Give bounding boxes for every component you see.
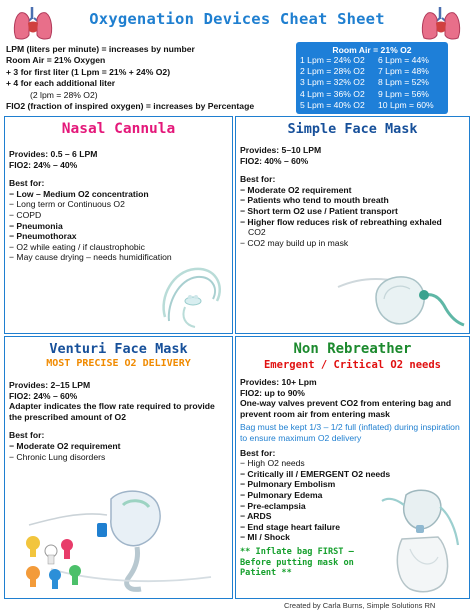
nasal-cannula-image (155, 257, 231, 329)
non-rebreather-subtitle: Emergent / Critical O2 needs (263, 359, 441, 371)
list-item: − COPD (9, 209, 42, 220)
list-item: CO2 (248, 227, 266, 238)
ra-cell: 9 Lpm = 56% (378, 88, 429, 99)
list-item: − Moderate O2 requirement (9, 440, 121, 451)
nrb-provides: Provides: 10+ Lpm (240, 377, 317, 387)
simple-face-mask-image (336, 257, 466, 331)
nrb-valves-note: One-way valves prevent CO2 from entering bag and prevent room air from entering mask (240, 398, 452, 419)
simple-fio2: FIO2: 40% – 60% (240, 155, 309, 166)
list-item: − Pneumothorax (9, 231, 77, 242)
ra-cell: 2 Lpm = 28% O2 (300, 66, 365, 77)
nrb-bag-note: Bag must be kept 1/3 – 1/2 full (inflated) during inspiration to ensure maximum O2 delivery (240, 422, 460, 443)
nasal-provides: Provides: 0.5 – 6 LPM (9, 149, 98, 159)
venturi-mask-image (11, 485, 229, 593)
ra-cell: 1 Lpm = 24% O2 (300, 55, 365, 65)
nrb-fio2: FIO2: up to 90% (240, 387, 305, 398)
room-air-definition: Room Air = 21% Oxygen (6, 55, 106, 66)
list-item: − Critically ill / EMERGENT O2 needs (240, 468, 391, 479)
venturi-mask-subtitle: MOST PRECISE O2 DELIVERY (46, 358, 191, 369)
list-item: − Pneumonia (9, 220, 63, 231)
list-item: − Pre-eclampsia (240, 500, 306, 511)
each-liter-rule: + 4 for each additional liter (6, 78, 116, 89)
list-item: − Patients who tend to mouth breath (240, 195, 389, 206)
list-item: − Higher flow reduces risk of rebreathing exhaled (240, 216, 442, 227)
credit-line: Created by Carla Burns, Simple Solutions RN (284, 601, 436, 610)
ra-cell: 8 Lpm = 52% (378, 77, 429, 88)
intro-definitions (6, 44, 292, 112)
list-item: − O2 while eating / if claustrophobic (9, 241, 145, 252)
list-item: − Pulmonary Edema (240, 489, 323, 500)
simple-provides: Provides: 5–10 LPM (240, 145, 322, 155)
venturi-adapter-note: Adapter indicates the flow rate required to provide the prescribed amount of O2 (9, 401, 215, 422)
first-liter-rule: + 3 for first liter (1 Lpm = 21% + 24% O2) (6, 66, 171, 77)
fio2-definition: FIO2 (fraction of inspired oxygen) = increases by Percentage (6, 101, 255, 112)
nasal-cannula-title: Nasal Cannula (61, 121, 176, 137)
lpm-definition: LPM (liters per minute) = increases by number (6, 44, 195, 54)
ra-cell: 10 Lpm = 60% (378, 99, 434, 110)
non-rebreather-section (235, 336, 470, 599)
venturi-best-for: Best for: (9, 430, 45, 441)
list-item: − May cause drying – needs humidification (9, 252, 172, 263)
simple-best-for: Best for: (240, 174, 276, 185)
ra-cell: 7 Lpm = 48% (378, 66, 429, 77)
list-item: − Long term or Continuous O2 (9, 199, 125, 210)
nrb-best-for: Best for: (240, 447, 276, 458)
page-title: Oxygenation Devices Cheat Sheet (89, 10, 385, 28)
ra-cell: 4 Lpm = 36% O2 (300, 88, 365, 99)
ra-cell: 5 Lpm = 40% O2 (300, 99, 365, 110)
room-air-table (296, 42, 448, 114)
venturi-fio2: FIO2: 24% – 60% (9, 390, 78, 401)
nasal-cannula-section (4, 116, 233, 334)
venturi-provides: Provides: 2–15 LPM (9, 380, 91, 390)
nrb-warning: ** Inflate bag FIRST – Before putting mask on Patient ** (240, 547, 354, 579)
list-item: − Low – Medium O2 concentration (9, 188, 149, 199)
list-item: − Pulmonary Embolism (240, 479, 336, 490)
venturi-mask-section (4, 336, 233, 599)
example-rule: (2 lpm = 28% O2) (30, 89, 98, 100)
list-item: − CO2 may build up in mask (240, 237, 349, 248)
ra-cell: 6 Lpm = 44% (378, 55, 429, 65)
lungs-icon (12, 3, 54, 43)
venturi-mask-title: Venturi Face Mask (49, 341, 188, 357)
non-rebreather-title: Non Rebreather (293, 341, 412, 357)
list-item: − End stage heart failure (240, 521, 341, 532)
list-item: − Short term O2 use / Patient transport (240, 205, 398, 216)
lungs-icon (420, 3, 462, 43)
simple-face-mask-section (235, 116, 470, 334)
list-item: − High O2 needs (240, 458, 305, 469)
simple-face-mask-title: Simple Face Mask (287, 121, 418, 137)
non-rebreather-mask-image (376, 485, 466, 597)
list-item: − Moderate O2 requirement (240, 184, 352, 195)
nasal-fio2: FIO2: 24% – 40% (9, 159, 78, 170)
nasal-best-for: Best for: (9, 178, 45, 189)
list-item: − Chronic Lung disorders (9, 451, 106, 462)
list-item: − ARDS (240, 511, 272, 522)
room-air-table-heading: Room Air = 21% O2 (332, 45, 412, 55)
ra-cell: 3 Lpm = 32% O2 (300, 77, 365, 88)
list-item: − MI / Shock (240, 532, 290, 543)
